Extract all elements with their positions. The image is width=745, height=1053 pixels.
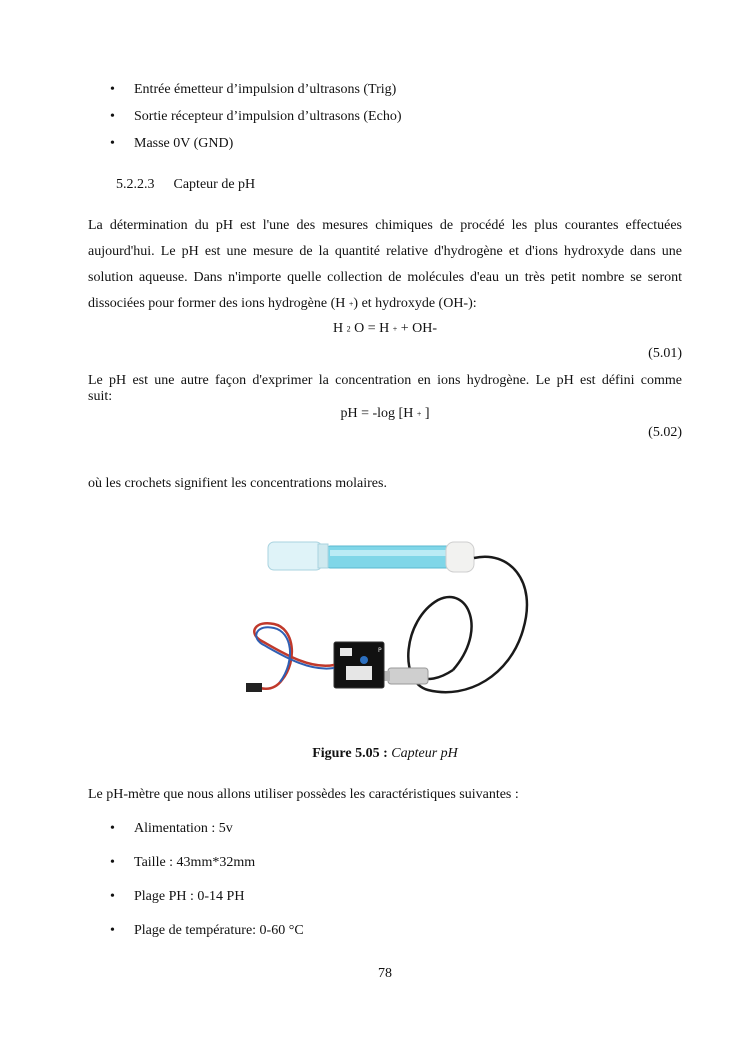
bullet-icon: • [110,923,115,938]
list-item-text: Taille : 43mm*32mm [134,855,256,870]
figure-caption [88,746,682,762]
section-title: Capteur de pH [173,177,256,192]
paragraph-line: dissociées pour former des ions hydrogène (H +) et hydroxyde (OH-): [88,296,477,311]
paragraph-line: aujourd'hui. Le pH est une mesure de la quantité relative d'hydrogène et d'ions hydroxyde dans une [88,244,682,259]
bullet-icon: • [110,821,115,836]
equation-number: (5.02) [648,425,682,440]
equation-5-01: H 2 O = H + + OH- [332,321,438,336]
svg-text:P: P [378,647,382,654]
ph-sensor-photo [238,500,538,728]
bullet-icon: • [110,889,115,904]
bullet-icon: • [110,109,115,124]
paragraph-characteristics: Le pH-mètre que nous allons utiliser possèdes les caractéristiques suivantes : [88,787,519,802]
bullet-icon: • [110,136,115,151]
equation-number: (5.01) [648,346,682,361]
figure-label: Figure 5.05 : [312,746,388,761]
bullet-icon: • [110,82,115,97]
list-item-text: Alimentation : 5v [134,821,233,836]
paragraph-line: Le pH est une autre façon d'exprimer la concentration en ions hydrogène. Le pH est défini comme [88,373,682,388]
equation-5-02: pH = -log [H + ] [340,406,430,421]
paragraph-brackets: où les crochets signifient les concentrations molaires. [88,476,387,491]
list-item-text: Entrée émetteur d’impulsion d’ultrasons (Trig) [134,82,397,97]
list-item-text: Plage de température: 0-60 °C [134,923,304,938]
page-number: 78 [378,966,392,981]
list-item-text: Masse 0V (GND) [134,136,234,151]
section-number: 5.2.2.3 [116,177,155,192]
list-item-text: Sortie récepteur d’impulsion d’ultrasons (Echo) [134,109,402,124]
bullet-icon: • [110,855,115,870]
figure-caption-text: Capteur pH [391,746,458,761]
paragraph-line: La détermination du pH est l'une des mesures chimiques de procédé les plus courantes effectuées [88,218,682,233]
section-heading [116,177,255,193]
paragraph-line: suit: [88,389,113,404]
list-item-text: Plage PH : 0-14 PH [134,889,245,904]
paragraph-line: solution aqueuse. Dans n'importe quelle collection de molécules d'eau un très petit nombre se seront [88,270,682,285]
